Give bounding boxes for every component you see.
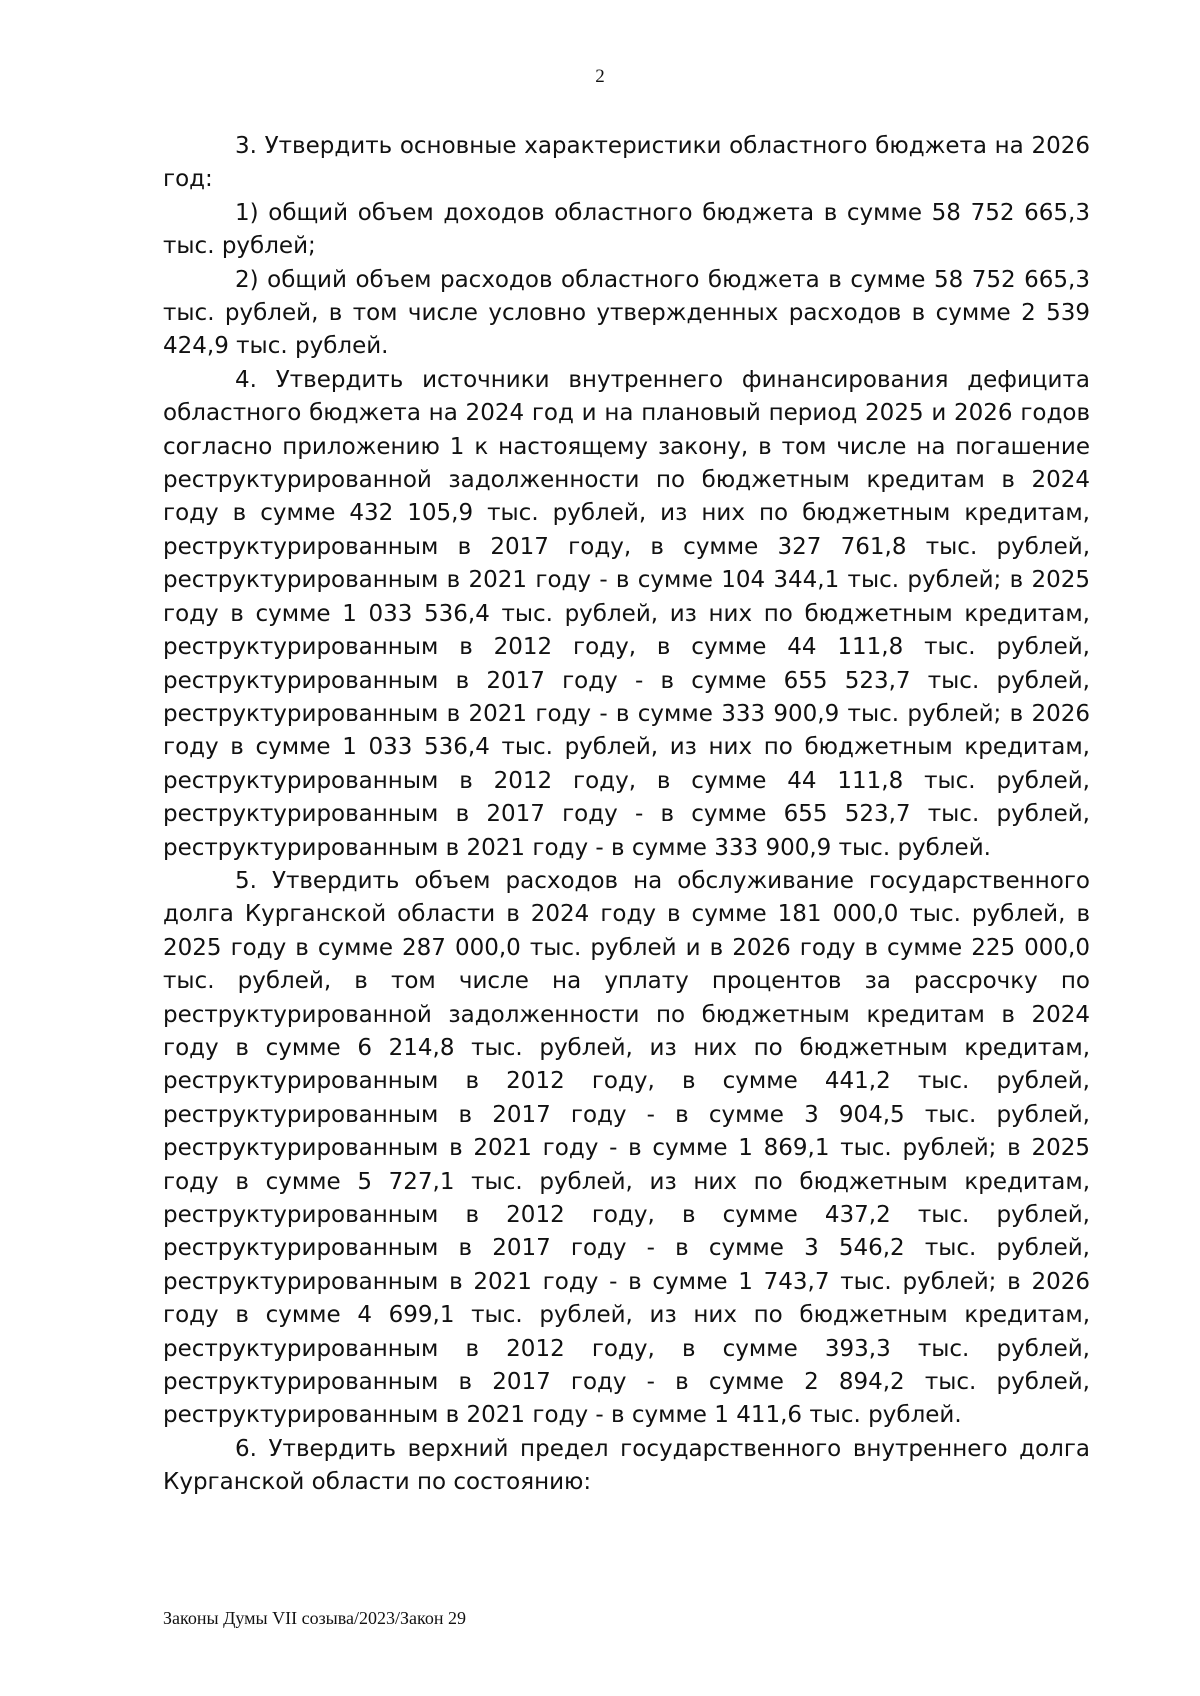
footer-reference: Законы Думы VII созыва/2023/Закон 29 (163, 1608, 466, 1628)
paragraph-6: 6. Утвердить верхний предел государственного внутреннего долга Курганской области по состоянию: (163, 1435, 1090, 1496)
page-number: 2 (595, 66, 605, 87)
paragraph-4: 4. Утвердить источники внутреннего финансирования дефицита областного бюджета на 2024 год и на плановый период 2025 и 2026 годов согласно приложению 1 к настоящему закону, в том числе на погашение реструктурированной задолженности по бюджетным кредитам в 2024 году в сумме 432 105,9 тыс. рублей, из них по бюджетным кредитам, реструктурированным в 2017 году, в сумме 327 761,8 тыс. рублей, реструктурированным в 2021 году - в сумме 104 344,1 тыс. рублей; в 2025 году в сумме 1 033 536,4 тыс. рублей, из них по бюджетным кредитам, реструктурированным в 2012 году, в сумме 44 111,8 тыс. рублей, реструктурированным в 2017 году - в сумме 655 523,7 тыс. рублей, реструктурированным в 2021 году - в сумме 333 900,9 тыс. рублей; в 2026 году в сумме 1 033 536,4 тыс. рублей, из них по бюджетным кредитам, реструктурированным в 2012 году, в сумме 44 111,8 тыс. рублей, реструктурированным в 2017 году - в сумме 655 523,7 тыс. рублей, реструктурированным в 2021 году - в сумме 333 900,9 тыс. рублей. (163, 366, 1090, 861)
paragraph-3-item-1: 1) общий объем доходов областного бюджета в сумме 58 752 665,3 тыс. рублей; (163, 199, 1090, 260)
paragraph-3: 3. Утвердить основные характеристики областного бюджета на 2026 год: (163, 133, 1090, 193)
document-body (163, 130, 1090, 1500)
paragraph-5: 5. Утвердить объем расходов на обслуживание государственного долга Курганской области в 2024 году в сумме 181 000,0 тыс. рублей, в 2025 году в сумме 287 000,0 тыс. рублей и в 2026 году в сумме 225 000,0 тыс. рублей, в том числе на уплату процентов за рассрочку по реструктурированной задолженности по бюджетным кредитам в 2024 году в сумме 6 214,8 тыс. рублей, из них по бюджетным кредитам, реструктурированным в 2012 году, в сумме 441,2 тыс. рублей, реструктурированным в 2017 году - в сумме 3 904,5 тыс. рублей, реструктурированным в 2021 году - в сумме 1 869,1 тыс. рублей; в 2025 году в сумме 5 727,1 тыс. рублей, из них по бюджетным кредитам, реструктурированным в 2012 году, в сумме 437,2 тыс. рублей, реструктурированным в 2017 году - в сумме 3 546,2 тыс. рублей, реструктурированным в 2021 году - в сумме 1 743,7 тыс. рублей; в 2026 году в сумме 4 699,1 тыс. рублей, из них по бюджетным кредитам, реструктурированным в 2012 году, в сумме 393,3 тыс. рублей, реструктурированным в 2017 году - в сумме 2 894,2 тыс. рублей, реструктурированным в 2021 году - в сумме 1 411,6 тыс. рублей. (163, 867, 1090, 1429)
paragraph-3-item-2: 2) общий объем расходов областного бюджета в сумме 58 752 665,3 тыс. рублей, в том числе условно утвержденных расходов в сумме 2 539 424,9 тыс. рублей. (163, 266, 1090, 360)
